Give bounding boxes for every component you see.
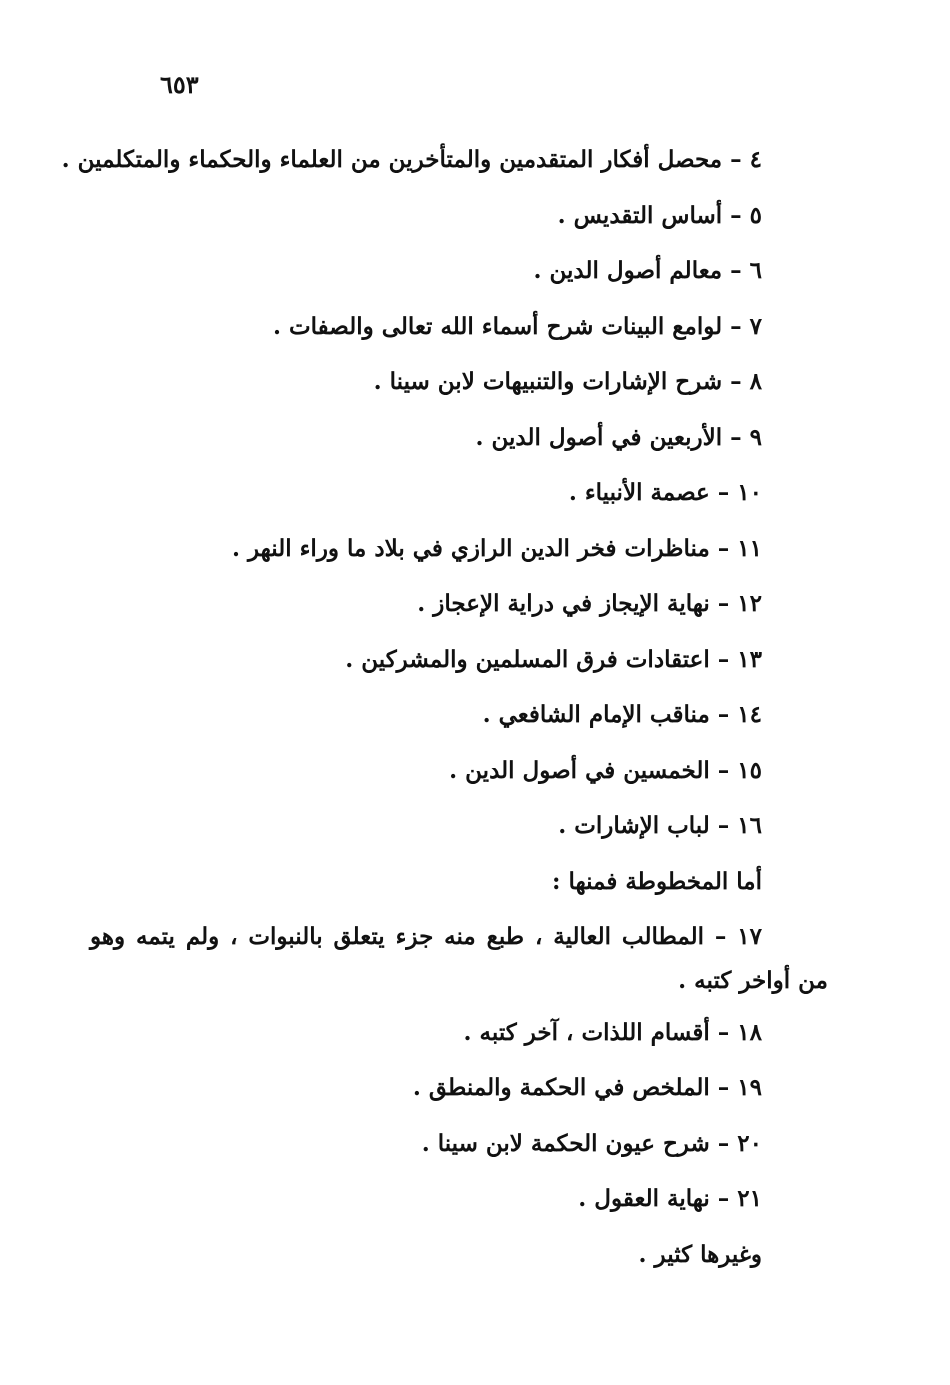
list-item: ٨ – شرح الإشارات والتنبيهات لابن سينا . bbox=[373, 368, 762, 395]
list-item: ١٩ – الملخص في الحكمة والمنطق . bbox=[412, 1074, 762, 1101]
list-item: ٢٠ – شرح عيون الحكمة لابن سينا . bbox=[421, 1129, 762, 1157]
list-item: ١٠ – عصمة الأنبياء . bbox=[568, 479, 762, 506]
list-item: ١٦ – لباب الإشارات . bbox=[558, 812, 762, 839]
list-item: ١٣ – اعتقادات فرق المسلمين والمشركين . bbox=[345, 645, 762, 673]
list-item: ٥ – أساس التقديس . bbox=[557, 201, 762, 229]
list-item: ٩ – الأربعين في أصول الدين . bbox=[475, 423, 762, 451]
page-number: ٦٥٣ bbox=[160, 70, 199, 99]
list-item: ١٢ – نهاية الإيجاز في دراية الإعجاز . bbox=[417, 590, 762, 617]
list-item: ١٧ – المطالب العالية ، طبع منه جزء يتعلق بالنبوات ، ولم يتمه وهو bbox=[90, 923, 762, 950]
closing-text: وغيرها كثير . bbox=[638, 1240, 762, 1268]
list-item: ٦ – معالم أصول الدين . bbox=[533, 257, 762, 284]
list-item-continuation: من أواخر كتبه . bbox=[678, 966, 828, 994]
list-item: ١١ – مناظرات فخر الدين الرازي في بلاد ما وراء النهر . bbox=[231, 534, 762, 562]
list-item: ٤ – محصل أفكار المتقدمين والمتأخرين من العلماء والحكماء والمتكلمين . bbox=[61, 146, 762, 173]
list-item: ١٥ – الخمسين في أصول الدين . bbox=[449, 756, 762, 784]
book-list bbox=[61, 140, 828, 1290]
list-item: ١٨ – أقسام اللذات ، آخر كتبه . bbox=[463, 1018, 762, 1046]
list-item: ٧ – لوامع البينات شرح أسماء الله تعالى والصفات . bbox=[272, 312, 762, 340]
list-item: ١٤ – مناقب الإمام الشافعي . bbox=[482, 701, 762, 728]
list-item: ٢١ – نهاية العقول . bbox=[578, 1185, 762, 1212]
section-heading: أما المخطوطة فمنها : bbox=[552, 867, 762, 895]
